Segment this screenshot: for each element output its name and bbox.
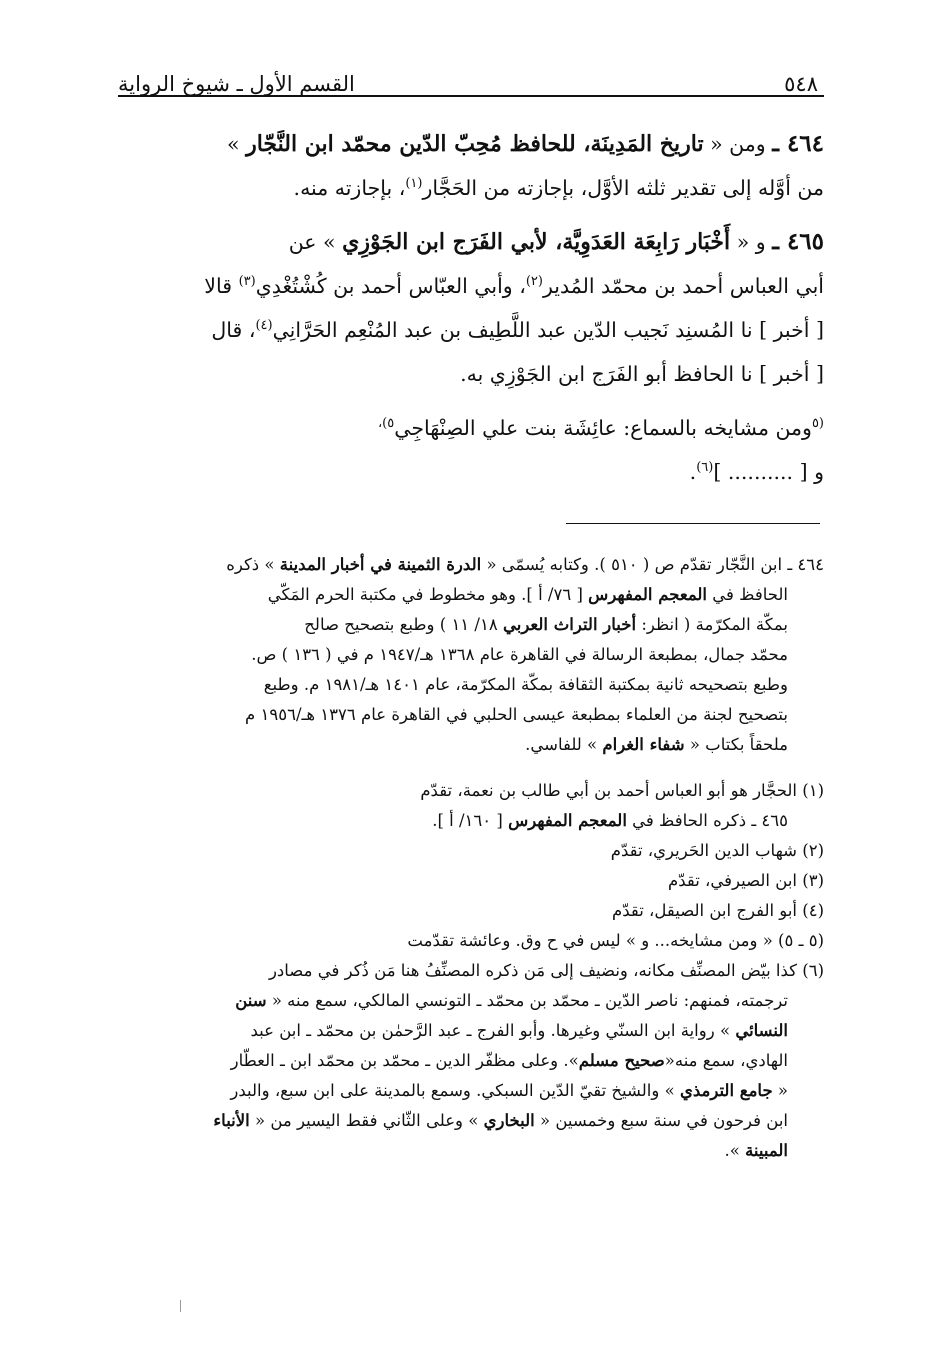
- note-line: [118, 610, 824, 640]
- entry-line: [118, 166, 824, 210]
- book-title: الدرة الثمينة في أخبار المدينة: [279, 555, 482, 574]
- entry-465: [118, 220, 824, 396]
- text-span: ٤٦٥ ـ ذكره الحافظ في: [632, 811, 788, 830]
- ellipsis-dots: ..........: [727, 460, 794, 484]
- book-title: سنن: [235, 991, 267, 1010]
- text-span: ». وعلى مظفّر الدين ـ محمّد بن محمّد ابن ـ العطّار: [230, 1051, 579, 1070]
- text-span: و [: [799, 460, 824, 484]
- note-line: (٦) كذا بيّض المصنِّف مكانه، ونضيف إلى مَن ذكره المصنِّفُ هنا مَن ذُكر في مصادر: [268, 961, 824, 980]
- text-span: .: [689, 460, 697, 484]
- footnote-464: [118, 550, 824, 760]
- book-title: المعجم المفهرس: [508, 811, 627, 830]
- text-span: »: [227, 132, 240, 156]
- book-title: أَخْبَار رَابِعَة العَدَوِيَّة، لأبي الفَرَج ابن الجَوْزِي: [342, 229, 731, 255]
- footnote-ref: (٤): [255, 318, 273, 334]
- note-line: بتصحيح لجنة من العلماء بمطبعة عيسى الحلبي في القاهرة عام ١٣٧٦ هـ/١٩٥٦ م: [245, 705, 788, 724]
- entry-number: ٤٦٥ ـ: [772, 228, 824, 255]
- text-span: ومن مشايخه بالسماع: عائِشَة بنت علي الصِنْهَاجِي: [394, 416, 812, 440]
- footnote-separator: [566, 523, 820, 524]
- text-span: [ ٧٦/ أ ]. وهو مخطوط في مكتبة الحرم المَكّي: [267, 585, 583, 604]
- footnote-4: (٤) أبو الفرج ابن الصيقل، تقدّم: [611, 901, 824, 920]
- book-title: جامع الترمذي: [679, 1081, 773, 1100]
- text-span: » عن: [288, 230, 336, 254]
- note-line: [118, 986, 824, 1016]
- book-title: شفاء الغرام: [602, 735, 685, 754]
- note-line: [118, 1136, 824, 1166]
- book-title: صحيح مسلم: [578, 1051, 665, 1070]
- text-span: » للفاسي.: [525, 735, 598, 754]
- entry-line: [118, 122, 824, 166]
- footnote-ref: ٥)،: [377, 416, 395, 432]
- text-span: » رواية ابن السنّي وغيرها. وأبو الفرج ـ عبد الرَّحمٰن بن محمّد ـ ابن عبد: [250, 1021, 731, 1040]
- text-span: ، قال: [211, 318, 256, 342]
- book-title: أخبار التراث العربي: [502, 615, 637, 634]
- note-line: [118, 1076, 824, 1106]
- footnote-ref: (٥: [811, 416, 824, 432]
- entry-line: [118, 264, 824, 308]
- text-span: [ أخبر ] نا المُسنِد نَجيب الدّين عبد اللَّطِيف بن عبد المُنْعِم الحَرَّانِي: [272, 318, 824, 342]
- text-span: ملحقاً بكتاب «: [689, 735, 788, 754]
- text-span: ترجمته، فمنهم: ناصر الدّين ـ محمّد بن محمّد ـ التونسي المالكي، سمع منه «: [271, 991, 788, 1010]
- text-span: ابن فرحون في سنة سبع وخمسين «: [540, 1111, 788, 1130]
- text-span: » وعلى الثّاني فقط اليسير من «: [255, 1111, 479, 1130]
- note-line: [118, 1046, 824, 1076]
- header-rule: [118, 95, 824, 97]
- text-span: الحافظ في: [712, 585, 788, 604]
- section-title: القسم الأول ـ شيوخ الرواية: [118, 72, 355, 96]
- text-span: [ ١٦٠/ أ ].: [432, 811, 503, 830]
- entry-line: [118, 220, 824, 264]
- main-text: [118, 122, 824, 504]
- text-span: » ذكره: [226, 555, 275, 574]
- footnote-1: [118, 776, 824, 836]
- note-line: [118, 730, 824, 760]
- note-line: (١) الحجَّار هو أبو العباس أحمد بن أبي طالب بن نعمة، تقدّم: [420, 781, 824, 800]
- footnote-ref: (٢): [525, 274, 543, 290]
- text-span: ٤٦٤ ـ ابن النَّجّار تقدّم ص ( ٥١٠ ). وكتابه يُسمّى «: [486, 555, 824, 574]
- text-span: ، وأبي العبّاس أحمد بن كُشْتُغْدِي: [255, 274, 526, 298]
- running-header: [118, 58, 818, 96]
- note-line: [118, 580, 824, 610]
- text-span: ١٨/ ١١ ) وطبع بتصحيح صالح: [304, 615, 498, 634]
- text-span: ، بإجازته منه.: [293, 176, 406, 200]
- entry-line: [118, 406, 824, 450]
- note-line: [118, 1106, 824, 1136]
- footnote-ref: (١): [405, 176, 423, 192]
- text-span: » والشيخ تقيّ الدّين السبكي. وسمع بالمدينة على ابن سبع، والبدر: [230, 1081, 675, 1100]
- footnotes: [118, 550, 824, 1166]
- entry-line: [118, 308, 824, 352]
- entry-464: [118, 122, 824, 210]
- text-span: من أوَّله إلى تقدير ثلثه الأوَّل، بإجازته من الحَجَّار: [422, 176, 824, 200]
- text-span: و «: [736, 230, 766, 254]
- footnote-ref: (٣): [238, 274, 256, 290]
- footnote-ref: (٦): [696, 460, 714, 476]
- text-span: أبي العباس أحمد بن محمّد المُدير: [542, 274, 824, 298]
- text-span: «: [777, 1081, 788, 1100]
- text-span: قالا: [204, 274, 233, 298]
- entry-line: [118, 450, 824, 494]
- book-title: النسائي: [735, 1021, 788, 1040]
- text-span: ]: [713, 460, 722, 484]
- entry-samaa: [118, 406, 824, 494]
- book-title: تاريخ المَدِينَة، للحافظ مُحِبّ الدّين محمّد ابن النَّجّار: [246, 131, 704, 157]
- text-span: ».: [724, 1141, 740, 1160]
- text-span: [ أخبر ] نا الحافظ أبو الفَرَج ابن الجَوْزِي به.: [460, 362, 824, 386]
- book-title: الأنباء: [213, 1111, 250, 1130]
- note-line: [118, 550, 824, 580]
- book-title: المعجم المفهرس: [588, 585, 708, 604]
- text-span: بمكّة المكرّمة ( انظر:: [641, 615, 788, 634]
- note-line: محمّد جمال، بمطبعة الرسالة في القاهرة عام ١٣٦٨ هـ/١٩٤٧ م في ( ١٣٦ ) ص.: [251, 645, 788, 664]
- book-title: المبينة: [745, 1141, 788, 1160]
- footnote-3: (٣) ابن الصيرفي، تقدّم: [667, 871, 824, 890]
- note-line: [118, 1016, 824, 1046]
- book-title: البخاري: [483, 1111, 535, 1130]
- note-line: وطبع بتصحيحه ثانية بمكتبة الثقافة بمكّة المكرّمة، عام ١٤٠١ هـ/١٩٨١ م. وطبع: [263, 675, 788, 694]
- text-span: ومن «: [710, 132, 766, 156]
- scan-mark: [180, 1300, 185, 1312]
- page-number: ٥٤٨: [784, 72, 818, 96]
- text-span: الهادي، سمع منه«: [664, 1051, 788, 1070]
- entry-line: [118, 352, 824, 396]
- note-line: [118, 806, 824, 836]
- footnote-5: (٥ ـ ٥) « ومن مشايخه... و » ليس في ح وق. وعائشة تقدّمت: [407, 931, 824, 950]
- entry-number: ٤٦٤ ـ: [772, 130, 824, 157]
- footnote-2: (٢) شهاب الدين الحَريري، تقدّم: [610, 841, 824, 860]
- footnote-6: [118, 956, 824, 1166]
